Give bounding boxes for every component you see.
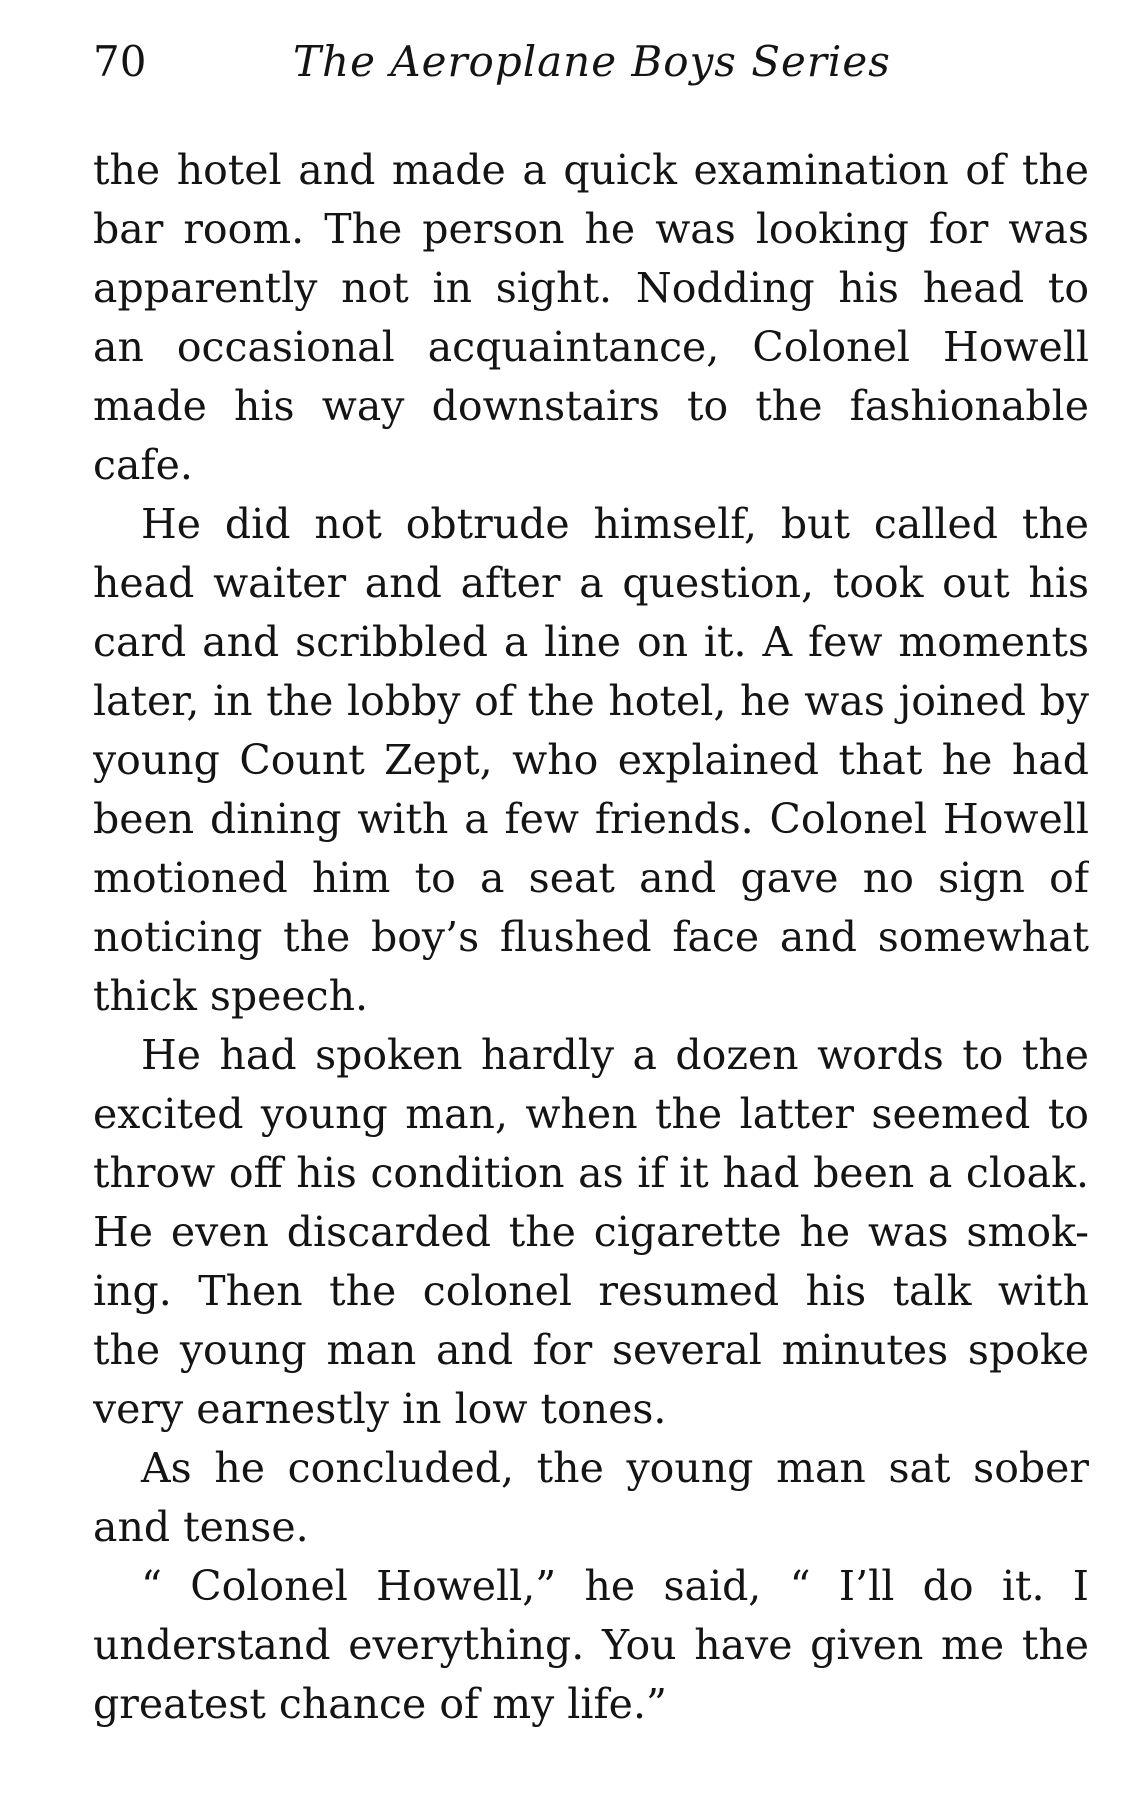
text-line: and tense.	[93, 1503, 309, 1551]
text-line: cafe.	[93, 441, 193, 489]
text-line: He did not obtrude himself, but called the	[141, 500, 1089, 548]
text-line: greatest chance of my life.”	[93, 1680, 667, 1728]
text-line: As he concluded, the young man sat sober	[141, 1444, 1089, 1492]
paragraph	[93, 1026, 1089, 1439]
body-text	[93, 141, 1089, 1734]
text-line: an occasional acquaintance, Colonel Howell	[93, 323, 1089, 371]
text-line: the young man and for several minutes spoke	[93, 1326, 1089, 1374]
text-line: head waiter and after a question, took out his	[93, 559, 1089, 607]
text-line: understand everything. You have given me the	[93, 1621, 1089, 1669]
text-line: excited young man, when the latter seemed to	[93, 1090, 1089, 1138]
text-line: He even discarded the cigarette he was smok-	[93, 1208, 1089, 1256]
text-line: throw off his condition as if it had been a cloak.	[93, 1149, 1089, 1197]
paragraph	[93, 1439, 1089, 1557]
text-line: apparently not in sight. Nodding his head to	[93, 264, 1089, 312]
text-line: thick speech.	[93, 972, 369, 1020]
text-line: “ Colonel Howell,” he said, “ I’ll do it. I	[141, 1562, 1089, 1610]
text-line: very earnestly in low tones.	[93, 1385, 667, 1433]
text-line: the hotel and made a quick examination of the	[93, 146, 1089, 194]
text-line: card and scribbled a line on it. A few moments	[93, 618, 1089, 666]
text-line: young Count Zept, who explained that he had	[93, 736, 1089, 784]
running-head	[93, 32, 1093, 92]
text-line: later, in the lobby of the hotel, he was joined by	[93, 677, 1089, 725]
text-line: made his way downstairs to the fashionable	[93, 382, 1089, 430]
text-line: ing. Then the colonel resumed his talk with	[93, 1267, 1089, 1315]
text-line: bar room. The person he was looking for was	[93, 205, 1089, 253]
text-line: noticing the boy’s flushed face and somewhat	[93, 913, 1089, 961]
paragraph	[93, 141, 1089, 495]
page-number: 70	[93, 37, 147, 86]
text-line: been dining with a few friends. Colonel Howell	[93, 795, 1089, 843]
running-title: The Aeroplane Boys Series	[293, 37, 891, 86]
paragraph	[93, 1557, 1089, 1734]
text-line: He had spoken hardly a dozen words to the	[141, 1031, 1089, 1079]
paragraph	[93, 495, 1089, 1026]
text-line: motioned him to a seat and gave no sign of	[93, 854, 1089, 902]
